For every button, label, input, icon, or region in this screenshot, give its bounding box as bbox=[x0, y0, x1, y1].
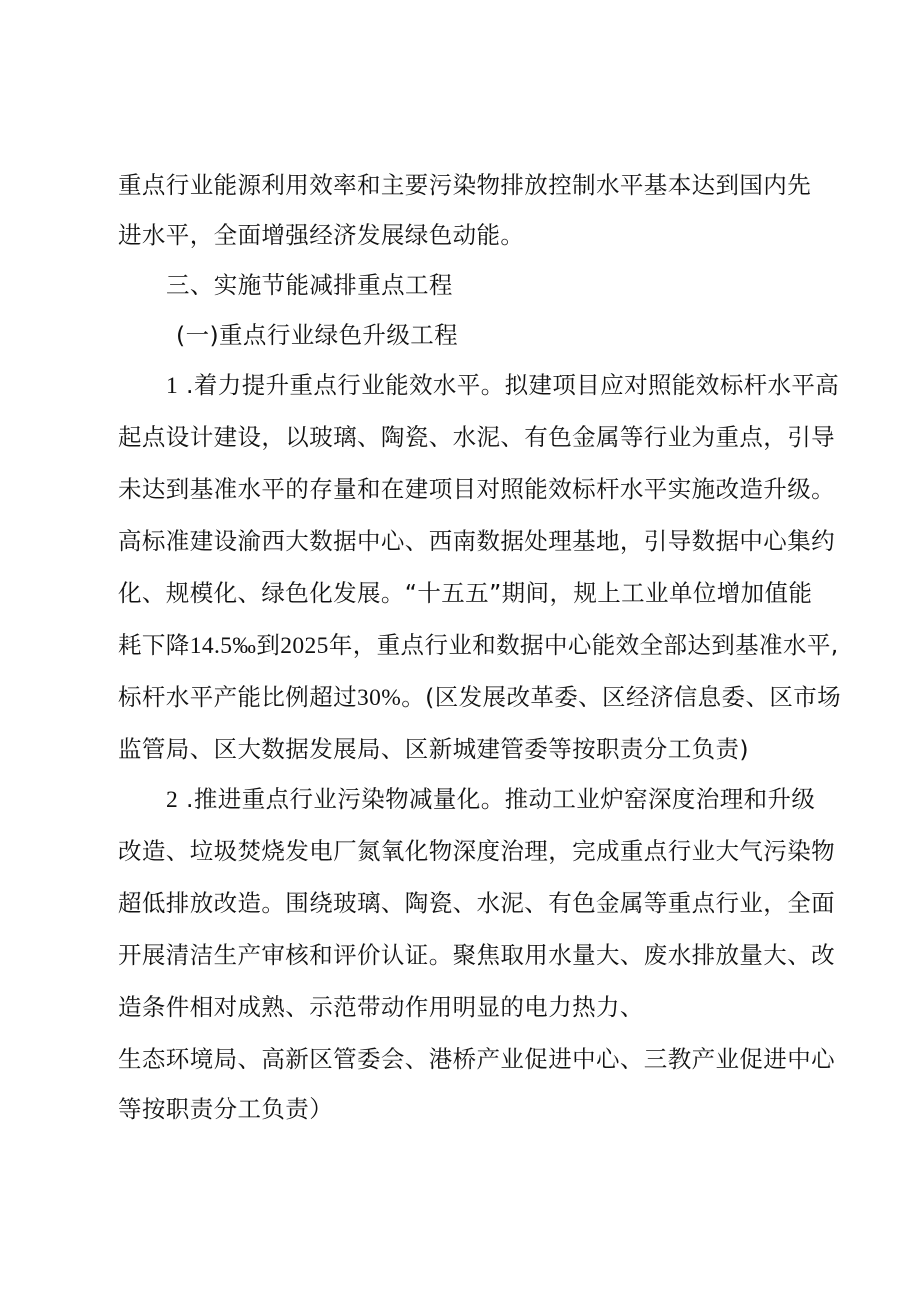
item-2-line-5: 造条件相对成熟、示范带动作用明显的电力热力、 bbox=[118, 993, 644, 1021]
section-heading: 三、实施节能减排重点工程 bbox=[166, 271, 453, 299]
item-1-line-6b: 到 bbox=[256, 631, 281, 659]
item-2-line-1 bbox=[166, 784, 815, 815]
item-1-line-3: 未达到基准水平的存量和在建项目对照能效标杆水平实施改造升级。 bbox=[118, 475, 835, 503]
paragraph-1-line-1: 重点行业能源利用效率和主要污染物排放控制水平基本达到国内先 bbox=[118, 171, 812, 199]
item-1-line-2: 起点设计建设，以玻璃、陶瓷、水泥、有色金属等行业为重点，引导 bbox=[118, 423, 835, 451]
item-2-line-1-text: .推进重点行业污染物减量化。推动工业炉窑深度治理和升级 bbox=[186, 785, 816, 813]
item-2-line-4: 开展清洁生产审核和评价认证。聚焦取用水量大、废水排放量大、改 bbox=[118, 941, 835, 969]
energy-reduction-value: 14.5‰ bbox=[189, 633, 257, 659]
item-1-line-1 bbox=[166, 370, 839, 401]
item-1-line-7b: 。(区发展改革委、区经济信息委、区市场 bbox=[401, 683, 842, 711]
item-2-line-7: 等按职责分工负责） bbox=[118, 1095, 334, 1123]
item-1-line-8: 监管局、区大数据发展局、区新城建管委等按职责分工负责) bbox=[118, 735, 749, 763]
item-2-number: 2 bbox=[166, 787, 179, 813]
item-1-line-1-text: .着力提升重点行业能效水平。拟建项目应对照能效标杆水平高 bbox=[186, 371, 840, 399]
item-1-line-7a: 标杆水平产能比例超过 bbox=[118, 683, 357, 711]
item-1-number: 1 bbox=[166, 373, 179, 399]
capacity-ratio-value: 30% bbox=[357, 685, 402, 711]
item-2-line-2: 改造、垃圾焚烧发电厂氮氧化物深度治理，完成重点行业大气污染物 bbox=[118, 837, 835, 865]
item-1-line-5: 化、规模化、绿色化发展。“十五五”期间，规上工业单位增加值能 bbox=[118, 579, 813, 607]
item-1-line-6c: 年，重点行业和数据中心能效全部达到基准水平, bbox=[328, 631, 839, 659]
paragraph-1-line-2: 进水平，全面增强经济发展绿色动能。 bbox=[118, 221, 525, 249]
target-year: 2025 bbox=[280, 633, 329, 659]
item-1-line-7 bbox=[118, 682, 841, 713]
item-2-line-6: 生态环境局、高新区管委会、港桥产业促进中心、三教产业促进中心 bbox=[118, 1045, 835, 1073]
item-1-line-6a: 耗下降 bbox=[118, 631, 190, 659]
item-1-line-6 bbox=[118, 630, 839, 661]
item-1-line-4: 高标准建设渝西大数据中心、西南数据处理基地，引导数据中心集约 bbox=[118, 527, 835, 555]
item-2-line-3: 超低排放改造。围绕玻璃、陶瓷、水泥、有色金属等重点行业，全面 bbox=[118, 889, 835, 917]
subsection-heading: (一)重点行业绿色升级工程 bbox=[176, 321, 459, 349]
